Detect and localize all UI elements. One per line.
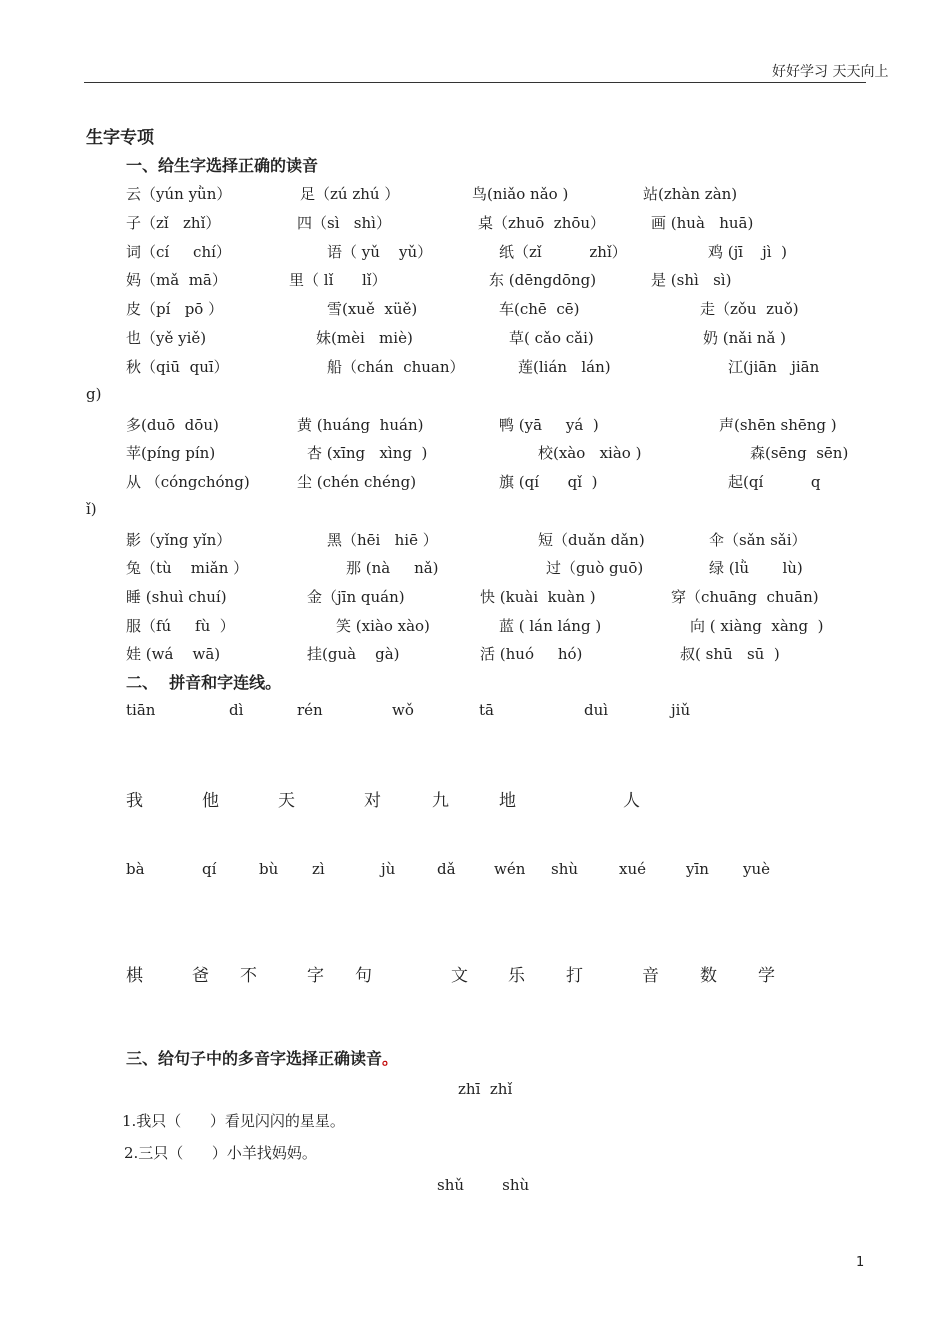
pinyin-item: tā bbox=[479, 701, 494, 719]
character-reading-item: 鸭 (yā yá ) bbox=[499, 416, 599, 434]
character-reading-item: 画 (huà huā) bbox=[651, 214, 754, 232]
character-reading-item: 是 (shì sì) bbox=[651, 271, 732, 289]
character-reading-item: 词（cí chí） bbox=[126, 243, 231, 261]
character-reading-item: 挂(guà gà) bbox=[307, 645, 400, 663]
character-reading-item: 叔( shū sū ) bbox=[680, 645, 780, 663]
character-reading-item: 短（duǎn dǎn) bbox=[538, 531, 645, 549]
character-reading-item: 语（ yǔ yǔ） bbox=[327, 243, 433, 261]
character-reading-item: 旗 (qí qǐ ) bbox=[499, 473, 598, 491]
section-3-heading-mark: 。 bbox=[382, 1049, 399, 1068]
pinyin-item: bà bbox=[126, 860, 145, 878]
hanzi-item: 棋 bbox=[126, 966, 143, 986]
character-reading-item: 鸟(niǎo nǎo ) bbox=[472, 185, 569, 203]
character-reading-item: 起(qí q bbox=[728, 473, 821, 491]
character-reading-item: 森(sēng sēn) bbox=[750, 444, 849, 462]
pinyin-item: rén bbox=[297, 701, 323, 719]
character-reading-item: 足（zú zhú ） bbox=[300, 185, 400, 203]
hanzi-item: 爸 bbox=[192, 966, 209, 986]
pinyin-item: zì bbox=[312, 860, 325, 878]
character-reading-item: 四（sì shì） bbox=[297, 214, 391, 232]
character-reading-item: 伞（sǎn sǎi） bbox=[709, 531, 807, 549]
character-reading-item: 影（yǐng yǐn） bbox=[126, 531, 232, 549]
character-reading-item: 桌（zhuō zhōu） bbox=[478, 214, 606, 232]
hanzi-item: 打 bbox=[566, 966, 583, 986]
character-reading-item: 过（guò guō) bbox=[546, 559, 644, 577]
pinyin-item: bù bbox=[259, 860, 279, 878]
hanzi-item: 句 bbox=[355, 966, 372, 986]
character-reading-item: 黑（hēi hiē ） bbox=[327, 531, 438, 549]
character-reading-item: 纸（zǐ zhǐ） bbox=[499, 243, 627, 261]
character-reading-item: 妈（mǎ mā） bbox=[126, 271, 227, 289]
character-reading-item: 走（zǒu zuǒ) bbox=[700, 300, 799, 318]
character-reading-item: 蓝 ( lán láng ) bbox=[499, 617, 602, 635]
character-reading-item: 绿 (lǜ lù) bbox=[709, 559, 803, 577]
hanzi-item: 学 bbox=[758, 966, 775, 986]
pinyin-item: xué bbox=[619, 860, 646, 878]
section-1-heading: 一、给生字选择正确的读音 bbox=[126, 156, 319, 175]
character-reading-item: 江(jiān jiān bbox=[728, 358, 820, 376]
character-reading-item: 笑 (xiào xào) bbox=[336, 617, 430, 635]
section-3-heading bbox=[126, 1046, 398, 1069]
character-reading-item: 快 (kuài kuàn ) bbox=[480, 588, 596, 606]
character-reading-item: 云（yún yǜn） bbox=[126, 185, 232, 203]
character-reading-item: 车(chē cē) bbox=[499, 300, 580, 318]
character-reading-item: 里（ lǐ lǐ） bbox=[289, 271, 387, 289]
character-reading-item: 苹(píng pín) bbox=[126, 444, 216, 462]
character-reading-item: 黄 (huáng huán) bbox=[297, 416, 424, 434]
character-reading-item: 娃 (wá wā) bbox=[126, 645, 221, 663]
character-reading-item: 鸡 (jī jì ) bbox=[708, 243, 787, 261]
character-reading-item: 奶 (nǎi nǎ ) bbox=[703, 329, 787, 347]
page-number: 1 bbox=[856, 1255, 865, 1270]
pinyin-options-2: shǔ shù bbox=[437, 1176, 530, 1194]
character-reading-item: 站(zhàn zàn) bbox=[643, 185, 738, 203]
character-reading-item: 草( cǎo cǎi) bbox=[509, 329, 594, 347]
character-reading-item: 穿（chuāng chuān) bbox=[671, 588, 819, 606]
character-reading-item: 莲(lián lán) bbox=[518, 358, 611, 376]
hanzi-item: 字 bbox=[307, 966, 324, 986]
pinyin-item: yīn bbox=[686, 860, 709, 878]
pinyin-item: jù bbox=[381, 860, 396, 878]
pinyin-options-1: zhī zhǐ bbox=[458, 1080, 513, 1098]
hanzi-item: 九 bbox=[432, 791, 449, 811]
character-reading-item: 多(duō dōu) bbox=[126, 416, 219, 434]
wrap-text-row-7: g) bbox=[86, 385, 102, 403]
character-reading-item: 金（jīn quán) bbox=[307, 588, 405, 606]
character-reading-item: 皮（pí pō ） bbox=[126, 300, 224, 318]
pinyin-item: shù bbox=[551, 860, 579, 878]
character-reading-item: 东 (dēngdōng) bbox=[489, 271, 597, 289]
pinyin-item: wǒ bbox=[392, 701, 414, 719]
pinyin-item: dì bbox=[229, 701, 244, 719]
pinyin-item: tiān bbox=[126, 701, 156, 719]
hanzi-item: 他 bbox=[202, 791, 219, 811]
character-reading-item: 服（fú fù ） bbox=[126, 617, 235, 635]
character-reading-item: 向 ( xiàng xàng ) bbox=[690, 617, 824, 635]
wrap-text-row-10: ǐ) bbox=[86, 500, 97, 518]
character-reading-item: 校(xào xiào ) bbox=[538, 444, 642, 462]
pinyin-item: dǎ bbox=[437, 860, 456, 878]
hanzi-item: 不 bbox=[240, 966, 257, 986]
hanzi-item: 天 bbox=[278, 791, 295, 811]
hanzi-item: 我 bbox=[126, 791, 143, 811]
character-reading-item: 也（yě yiě) bbox=[126, 329, 207, 347]
hanzi-item: 地 bbox=[499, 791, 516, 811]
header-rule bbox=[84, 82, 866, 83]
character-reading-item: 声(shēn shēng ) bbox=[719, 416, 837, 434]
page-header-text: 好好学习 天天向上 bbox=[772, 64, 889, 80]
character-reading-item: 雪(xuě xüě) bbox=[327, 300, 418, 318]
hanzi-item: 数 bbox=[700, 966, 717, 986]
character-reading-item: 秋（qiū quī） bbox=[126, 358, 229, 376]
section-2-heading: 二、 拼音和字连线。 bbox=[126, 673, 282, 692]
character-reading-item: 杏 (xīng xìng ) bbox=[307, 444, 428, 462]
pinyin-item: yuè bbox=[743, 860, 771, 878]
pinyin-item: wén bbox=[494, 860, 526, 878]
character-reading-item: 那 (nà nǎ) bbox=[346, 559, 439, 577]
character-reading-item: 睡 (shuì chuí) bbox=[126, 588, 227, 606]
hanzi-item: 乐 bbox=[508, 966, 525, 986]
worksheet-title: 生字专项 bbox=[86, 128, 154, 148]
character-reading-item: 妹(mèi miè) bbox=[316, 329, 413, 347]
character-reading-item: 子（zǐ zhǐ） bbox=[126, 214, 221, 232]
character-reading-item: 从 （cóngchóng) bbox=[126, 473, 250, 491]
hanzi-item: 文 bbox=[451, 966, 468, 986]
section-3-heading-text: 三、给句子中的多音字选择正确读音 bbox=[126, 1049, 383, 1068]
hanzi-item: 音 bbox=[642, 966, 659, 986]
character-reading-item: 船（chán chuan） bbox=[327, 358, 465, 376]
character-reading-item: 兔（tù miǎn ） bbox=[126, 559, 249, 577]
hanzi-item: 人 bbox=[623, 791, 640, 811]
sentence-2: 2.三只（ ）小羊找妈妈。 bbox=[124, 1144, 317, 1162]
hanzi-item: 对 bbox=[364, 791, 381, 811]
pinyin-item: qí bbox=[202, 860, 217, 878]
pinyin-item: jiǔ bbox=[671, 701, 691, 719]
pinyin-item: duì bbox=[584, 701, 609, 719]
character-reading-item: 尘 (chén chéng) bbox=[297, 473, 417, 491]
character-reading-item: 活 (huó hó) bbox=[480, 645, 583, 663]
sentence-1: 1.我只（ ）看见闪闪的星星。 bbox=[122, 1112, 345, 1130]
